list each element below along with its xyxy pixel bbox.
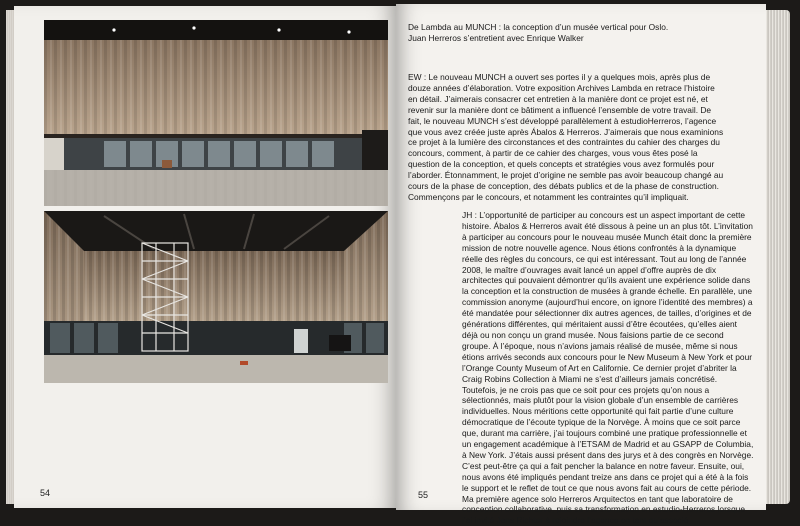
right-page-edges [766,10,790,504]
answer-text: JH : L’opportunité de participer au concours est un aspect important de cette histoire. Ábalos & Herreros avait été dissous à peine un an plus tôt. L’invitation à participer au concours pour le nouveau musée Munch était donc la première mission de notre nouvelle agence. Nous étions confrontés à la dynamique réelle des règles du concours, ce qui est intéressant. Tout au long de l’année 2008, le maître d’ouvrages avait lancé un appel d’offre auprès de dix architectes qui pouvaient démontrer qu’ils avaient une expérience solide dans la conception et la construction de musées à grande échelle. En parallèle, une commission anonyme (aujourd’hui encore, on ignore l’identité des membres) a été mandatée pour sélectionner dix autres agences, de tailles, d’origines et de générations différentes, qui méritaient aussi d’être écoutées, qu’elles aient déjà ou non conçu un grand musée. Nous faisions partie de ce second groupe. À l’époque, nous n’avions jamais réalisé de musée, même si nous étions arrivés seconds aux concours pour le New Museum à New York et pour l’Orange County Museum of Art en Californie. Ce dernier projet d’abriter la Craig Robins Collection à Miami ne s’est d’ailleurs jamais concrétisé. Toutefois, je ne crois pas que ce soit pour ces projets qu’on nous a sélectionnés, mais plutôt pour la vision globale d’un ensemble de carrières individuelles. Nous méritions cette opportunité qui fait partie d’une culture démocratique de l’écoute typique de la Norvège. À moins que ce soit parce que, durant ma carrière, j’ai toujours combiné une pratique professionnelle et un engagement académique à l’ETSAM de Madrid et au GSAPP de Columbia, à New York. J’étais aussi présent dans des jurys et à des congrès en Norvège. C’est peut-être ça qui a fait pencher la balance en notre faveur. Ensuite, oui, nous avons été impliqués pendant treize ans dans ce projet qui a été à la fois le support et le reflet de tout ce que nous avons fait au cours de cette période. Ma première agence solo Herreros Arquitectos en tant que laboratoire de conception collaborative, puis sa transformation en estudio-Herreros lorsque j’ai invité Jens Richter à rejoindre l’agence en tant qu’associé [462,210,754,526]
interview-question [408,72,726,203]
interview-answer [462,210,754,526]
article-title: De Lambda au MUNCH : la conception d’un musée vertical pour Oslo. [408,22,669,32]
right-page [396,4,766,526]
article-subtitle: Juan Herreros s’entretient avec Enrique Walker [408,33,584,43]
article-header [408,22,748,44]
left-page [14,6,396,508]
question-text: EW : Le nouveau MUNCH a ouvert ses portes il y a quelques mois, après plus de douze années d’élaboration. Votre exposition Archives Lambda en retrace l’histoire en détail. J’aimerais consacrer cet entretien à la manière dont ce projet est né, et revenir sur la manière dont ce bâtiment a influencé l’ensemble de votre travail. De fait, le nouveau MUNCH s’est développé parallèlement à estudioHerreros, l’agence que vous avez créée juste après Ábalos & Herreros. J’aimerais que nous examinions ce projet à la lumière des circonstances et des contraintes du cahier des charges du concours, comment, à partir de ce cahier des charges, vous vous êtes posé la question de la conception, et quels concepts et stratégies vous avez formulés pour l’aborder. Étonnamment, le projet d’origine ne semble pas avoir beaucoup changé au cours de la phase de conception, des débats publics et de la phase de construction. Commençons par le concours, et notamment les contraintes qu’il impliquait. [408,72,724,202]
book-spread [6,4,792,526]
page-number-right: 55 [418,490,429,500]
photo-hall-upper [44,20,388,206]
page-number-left: 54 [40,488,51,498]
photo-hall-scaffolding [44,211,388,383]
